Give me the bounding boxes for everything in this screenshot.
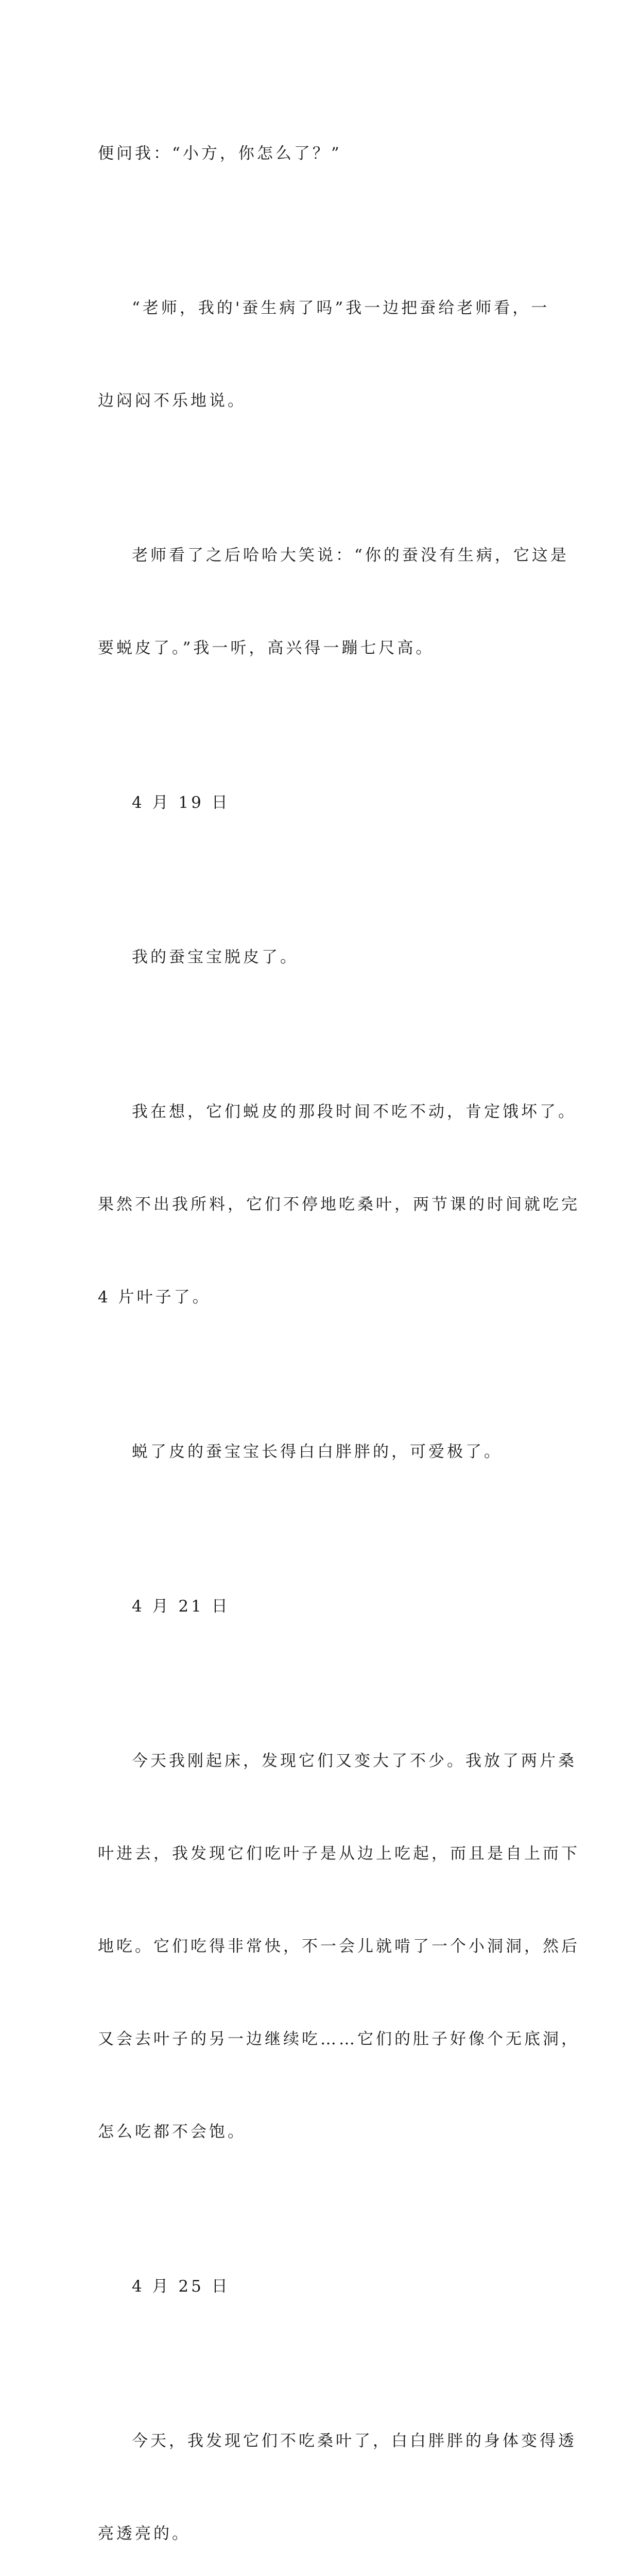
text-line: 地吃。它们吃得非常快，不一会儿就啃了一个小洞洞，然后: [98, 1937, 580, 1956]
text-line: 果然不出我所料，它们不停地吃桑叶，两节课的时间就吃完: [98, 1195, 580, 1214]
text-line: 便问我：“小方，你怎么了？”: [98, 144, 342, 163]
text-line: 怎么吃都不会饱。: [98, 2123, 246, 2141]
text-line: 老师看了之后哈哈大笑说：“你的蚕没有生病，它这是: [132, 546, 569, 565]
paragraph: [98, 76, 551, 231]
text-line: 我的蚕宝宝脱皮了。: [132, 948, 299, 967]
text-line: 4 月 19 日: [132, 793, 230, 812]
paragraph: [98, 880, 551, 1035]
text-line: 亮透亮的。: [98, 2524, 191, 2543]
text-line: 4 片叶子了。: [98, 1288, 211, 1307]
paragraph: [98, 478, 569, 725]
date-heading: [98, 725, 551, 880]
text-line: 叶进去，我发现它们吃叶子是从边上吃起，而且是自上而下: [98, 1844, 580, 1863]
text-line: 边闷闷不乐地说。: [98, 392, 246, 410]
text-line: “老师，我的'蚕生病了吗”我一边把蚕给老师看，一: [132, 299, 550, 317]
date-heading: [98, 2209, 551, 2364]
paragraph: [98, 1375, 551, 1529]
text-line: 蜕了皮的蚕宝宝长得白白胖胖的，可爱极了。: [132, 1443, 503, 1461]
text-line: 今天，我发现它们不吃桑叶了，白白胖胖的身体变得透: [132, 2432, 577, 2450]
paragraph: [98, 1684, 580, 2209]
text-line: 我在想，它们蜕皮的那段时间不吃不动，肯定饿坏了。: [132, 1103, 577, 1121]
text-line: 4 月 21 日: [132, 1597, 230, 1616]
date-heading: [98, 1529, 551, 1684]
text-line: 要蜕皮了。”我一听，高兴得一蹦七尺高。: [98, 639, 435, 657]
text-line: 又会去叶子的另一边继续吃……它们的肚子好像个无底洞，: [98, 2030, 580, 2048]
paragraph: [98, 1035, 580, 1375]
diary-text: [98, 76, 580, 2576]
paragraph: [98, 231, 551, 478]
text-line: 今天我刚起床，发现它们又变大了不少。我放了两片桑: [132, 1752, 577, 1770]
text-line: 4 月 25 日: [132, 2277, 230, 2296]
paragraph: [98, 2364, 577, 2576]
